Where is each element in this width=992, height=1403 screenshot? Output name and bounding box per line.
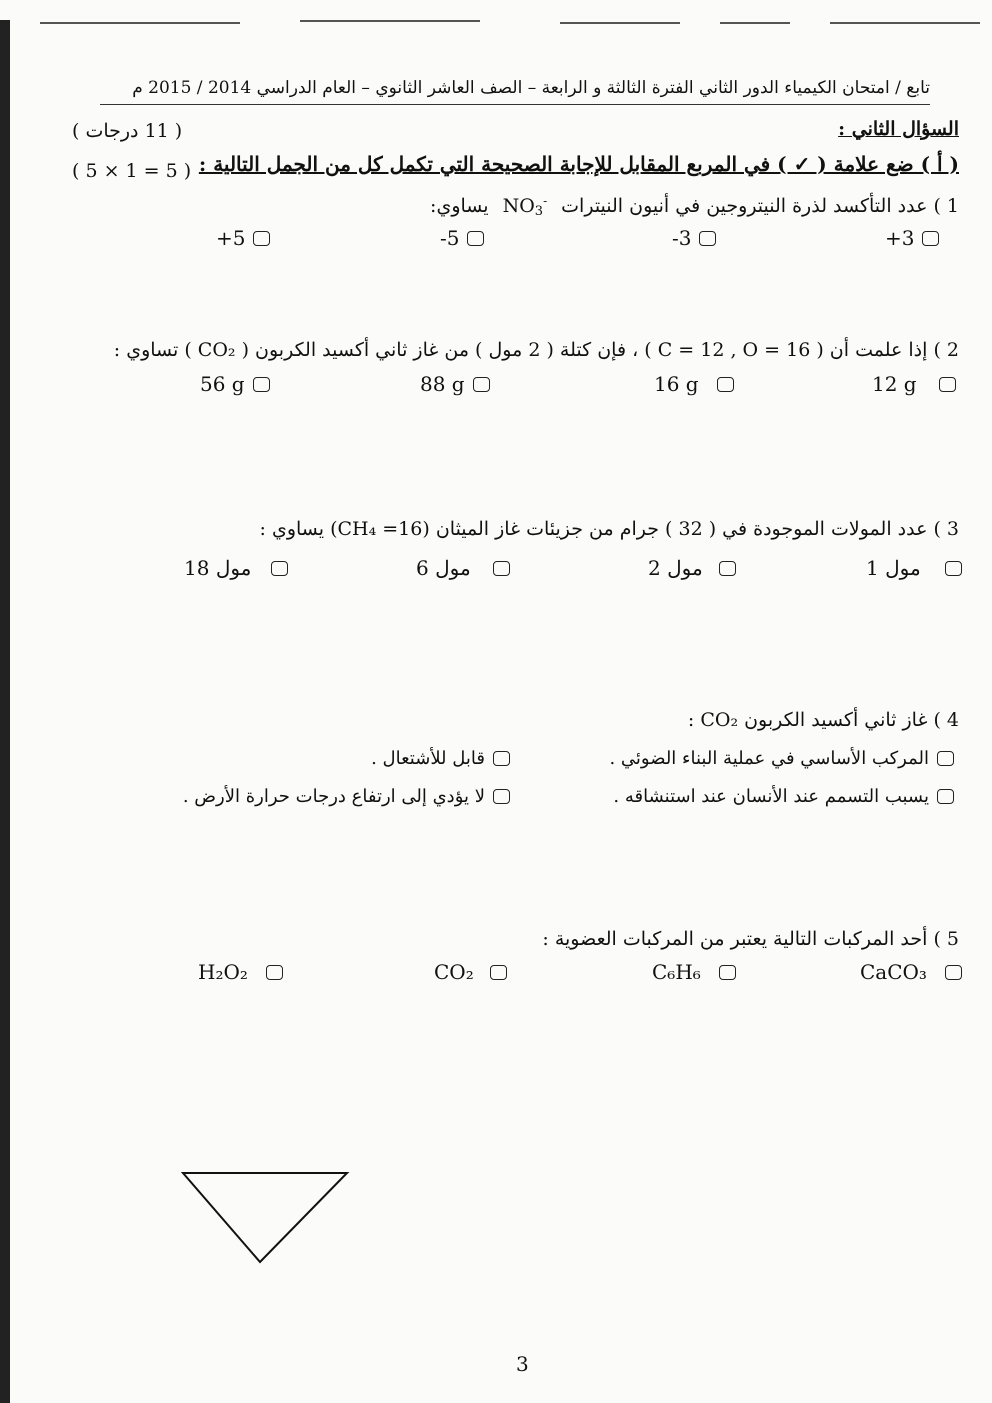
item-2-option-3[interactable]: 88 g — [420, 372, 490, 396]
item-2-option-1[interactable]: 12 g — [872, 372, 956, 396]
item-4-option-3[interactable]: يسبب التسمم عند الأنسان عند استنشاقه . — [613, 786, 954, 807]
item-3-question: عدد المولات الموجودة في ( 32 ) جرام من جزيئات غاز الميثان (CH₄ =16) يساوي : — [259, 518, 928, 540]
triangle-icon — [180, 1170, 350, 1266]
checkbox[interactable] — [253, 231, 270, 246]
item-3-option-1[interactable]: 1 مول — [866, 556, 962, 580]
page-left-edge — [0, 20, 30, 1403]
item-5-option-2[interactable]: C₆H₆ — [652, 960, 736, 984]
checkbox[interactable] — [945, 965, 962, 980]
item-5-number: 5 ) — [933, 928, 959, 950]
part-a-marks: ( 5 × 1 = 5 ) — [72, 160, 192, 182]
item-1-text — [430, 194, 959, 219]
item-2-question: إذا علمت أن ( C = 12 , O = 16 ) ، فإن كتلة ( 2 مول ) من غاز ثاني أكسيد الكربون ( CO₂ ) تساوي : — [113, 339, 928, 361]
item-1-tail: يساوي: — [430, 195, 489, 217]
checkbox[interactable] — [253, 377, 270, 392]
checkbox[interactable] — [945, 561, 962, 576]
item-1-option-2[interactable]: -3 — [672, 226, 716, 250]
page-number: 3 — [516, 1352, 529, 1376]
checkbox[interactable] — [493, 751, 510, 766]
item-1-number: 1 ) — [933, 195, 959, 217]
checkbox[interactable] — [490, 965, 507, 980]
checkbox[interactable] — [719, 561, 736, 576]
checkbox[interactable] — [939, 377, 956, 392]
item-5-text — [542, 928, 959, 950]
checkbox[interactable] — [473, 377, 490, 392]
checkbox[interactable] — [493, 561, 510, 576]
item-3-option-3[interactable]: 6 مول — [416, 556, 510, 580]
item-5-option-1[interactable]: CaCO₃ — [860, 960, 962, 984]
item-4-question: غاز ثاني أكسيد الكربون CO₂ : — [687, 709, 928, 731]
checkbox[interactable] — [922, 231, 939, 246]
part-a-instruction: ( أ ) ضع علامة ( ✓ ) في المربع المقابل للإجابة الصحيحة التي تكمل كل من الجمل التالية : — [198, 152, 959, 176]
page-top-edge — [300, 20, 480, 22]
exam-header: تابع / امتحان الكيمياء الدور الثاني الفترة الثالثة و الرابعة – الصف العاشر الثانوي – العام الدراسي 2014 / 2015 م — [132, 78, 930, 98]
checkbox[interactable] — [719, 965, 736, 980]
checkbox[interactable] — [493, 789, 510, 804]
item-1-question: عدد التأكسد لذرة النيتروجين في أنيون النيترات — [561, 195, 928, 217]
page-top-edge — [720, 22, 790, 24]
item-4-option-2[interactable]: قابل للأشتعال . — [371, 748, 510, 769]
item-1-option-4[interactable]: +5 — [216, 226, 270, 250]
item-5-option-3[interactable]: CO₂ — [434, 960, 507, 984]
checkbox[interactable] — [266, 965, 283, 980]
item-5-option-4[interactable]: H₂O₂ — [198, 960, 283, 984]
item-3-option-2[interactable]: 2 مول — [648, 556, 736, 580]
item-2-text — [114, 339, 959, 361]
item-3-text — [260, 518, 959, 540]
item-4-text — [688, 709, 959, 731]
checkbox[interactable] — [467, 231, 484, 246]
item-3-option-4[interactable]: 18 مول — [184, 556, 288, 580]
item-4-option-1[interactable]: المركب الأساسي في عملية البناء الضوئي . — [609, 748, 954, 769]
question-title: السؤال الثاني : — [838, 118, 959, 140]
page-top-edge — [40, 22, 240, 24]
item-2-option-4[interactable]: 56 g — [200, 372, 270, 396]
page-top-edge — [560, 22, 680, 24]
checkbox[interactable] — [717, 377, 734, 392]
item-5-question: أحد المركبات التالية يعتبر من المركبات العضوية : — [542, 928, 928, 950]
item-1-option-3[interactable]: -5 — [440, 226, 484, 250]
page-top-edge — [830, 22, 980, 24]
checkbox[interactable] — [271, 561, 288, 576]
checkbox[interactable] — [937, 789, 954, 804]
item-4-option-4[interactable]: لا يؤدي إلى ارتفاع درجات حرارة الأرض . — [183, 786, 510, 807]
checkbox[interactable] — [937, 751, 954, 766]
item-2-option-2[interactable]: 16 g — [654, 372, 734, 396]
item-1-option-1[interactable]: +3 — [885, 226, 939, 250]
question-marks: ( 11 درجات ) — [72, 120, 183, 142]
checkbox[interactable] — [699, 231, 716, 246]
item-2-number: 2 ) — [933, 339, 959, 361]
item-3-number: 3 ) — [933, 518, 959, 540]
header-rule — [100, 104, 930, 105]
item-4-number: 4 ) — [933, 709, 959, 731]
item-1-formula: $NO_3^-$ — [502, 194, 548, 219]
